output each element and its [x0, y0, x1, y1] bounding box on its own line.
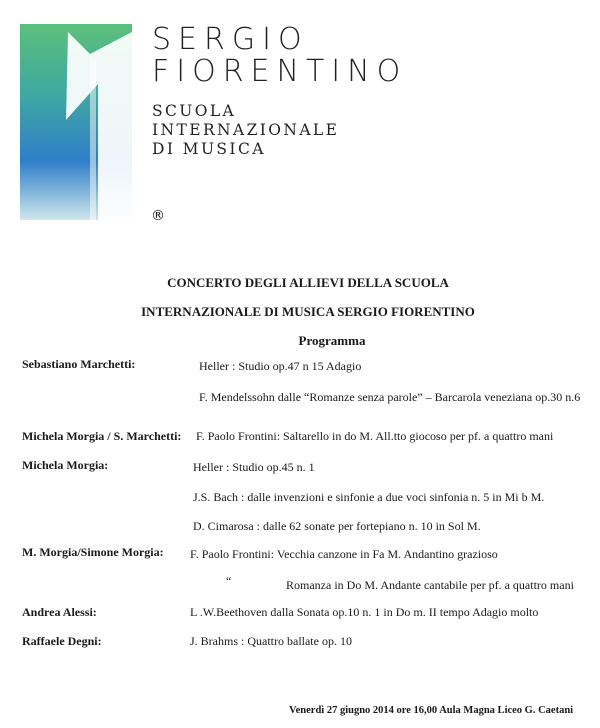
heading-line2: INTERNAZIONALE DI MUSICA SERGIO FIORENTINO	[141, 304, 475, 319]
piece-4: Heller : Studio op.45 n. 1	[193, 460, 315, 474]
piece-1: Heller : Studio op.47 n 15 Adagio	[199, 359, 362, 373]
logo-mark-icon	[20, 24, 132, 220]
brand-name-line2: FIORENTINO	[152, 54, 408, 89]
piece-6: D. Cimarosa : dalle 62 sonate per fortepiano n. 10 in Sol M.	[193, 519, 481, 533]
ditto-mark: “	[226, 574, 232, 588]
performer-7: M. Morgia/Simone Morgia:	[22, 545, 164, 559]
brand-sub-line3: DI MUSICA	[152, 140, 266, 158]
brand-sub-line1: SCUOLA	[152, 102, 237, 120]
school-logo	[20, 24, 132, 220]
piece-3: F. Paolo Frontini: Saltarello in do M. All.tto giocoso per pf. a quattro mani	[196, 429, 554, 443]
performer-1: Sebastiano Marchetti:	[22, 357, 136, 371]
registered-mark: ®	[151, 208, 165, 224]
piece-5: J.S. Bach : dalle invenzioni e sinfonie a due voci sinfonia n. 5 in Mi b M.	[193, 490, 545, 504]
event-date-location: Venerdì 27 giugno 2014 ore 16,00 Aula Magna Liceo G. Caetani	[289, 705, 574, 716]
performer-9: Andrea Alessi:	[22, 605, 97, 619]
heading-line1: CONCERTO DEGLI ALLIEVI DELLA SCUOLA	[167, 275, 449, 290]
piece-9: L .W.Beethoven dalla Sonata op.10 n. 1 in Do m. II tempo Adagio molto	[190, 605, 539, 619]
piece-2: F. Mendelssohn dalle “Romanze senza parole” – Barcarola veneziana op.30 n.6	[199, 390, 581, 404]
brand-name-line1: SERGIO	[152, 22, 309, 57]
brand-block	[152, 24, 407, 159]
piece-8: Romanza in Do M. Andante cantabile per pf. a quattro mani	[286, 578, 574, 592]
performer-10: Raffaele Degni:	[22, 634, 102, 648]
brand-sub-line2: INTERNAZIONALE	[152, 121, 340, 139]
performer-3: Michela Morgia / S. Marchetti:	[22, 429, 182, 443]
piece-10: J. Brahms : Quattro ballate op. 10	[190, 634, 352, 648]
performer-4: Michela Morgia:	[22, 458, 109, 472]
piece-7: F. Paolo Frontini: Vecchia canzone in Fa M. Andantino grazioso	[190, 547, 498, 561]
heading-programma: Programma	[298, 333, 366, 348]
